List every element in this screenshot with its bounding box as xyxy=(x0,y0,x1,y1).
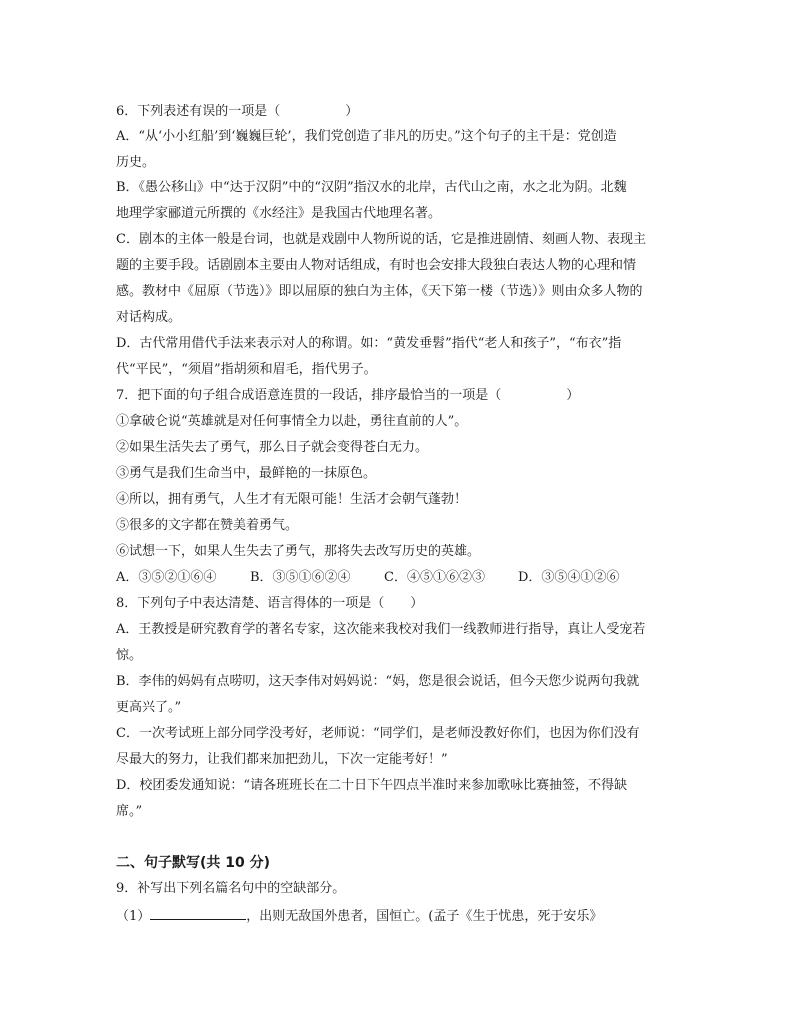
question-7-sentence-6: ⑥试想一下，如果人生失去了勇气，那将失去改写历史的英雄。 xyxy=(116,544,481,559)
question-6-option-c-line-4: 对话构成。 xyxy=(116,310,182,325)
question-6-option-d-line-2: 代“平民”，“须眉”指胡须和眉毛，指代男子。 xyxy=(116,362,377,377)
question-6-option-c-line-2: 题的主要手段。话剧剧本主要由人物对话组成，有时也会安排大段独白表达人物的心理和情 xyxy=(116,258,637,273)
question-8-stem: 8．下列句子中表达清楚、语言得体的一项是（ ） xyxy=(116,596,424,611)
question-9-item-1-text: ，出则无敌国外患者，国恒亡。(孟子《生于忧患，死于安乐》 xyxy=(246,909,603,924)
question-7-sentence-1: ①拿破仑说“英雄就是对任何事情全力以赴，勇往直前的人”。 xyxy=(116,414,468,429)
question-7-sentence-2: ②如果生活失去了勇气，那么日子就会变得苍白无力。 xyxy=(116,440,429,455)
question-6-stem: 6．下列表述有误的一项是（ ） xyxy=(116,104,359,119)
question-8-option-a-line-2: 惊。 xyxy=(116,648,143,663)
question-7-option-b: B．③⑤①⑥②④ xyxy=(250,570,351,585)
question-9-item-1-number: （1） xyxy=(116,909,151,924)
question-6-option-b-line-1: B．《愚公移山》中“达于汉阴”中的“汉阴”指汉水的北岸，古代山之南，水之北为阴。北魏 xyxy=(116,180,627,195)
section-2-heading: 二、句子默写(共 10 分) xyxy=(116,855,271,871)
question-8-option-d-line-2: 席。” xyxy=(116,804,143,819)
question-8-option-b-line-2: 更高兴了。” xyxy=(116,700,182,715)
question-7-sentence-4: ④所以，拥有勇气，人生才有无限可能！生活才会朝气蓬勃！ xyxy=(116,492,468,507)
question-7-stem: 7．把下面的句子组合成语意连贯的一段话，排序最恰当的一项是（ ） xyxy=(116,388,580,403)
question-7-option-c: C．④⑤①⑥②③ xyxy=(384,570,485,585)
question-7-options xyxy=(116,568,696,588)
question-8-option-d-line-1: D．校团委发通知说：“请各班班长在二十日下午四点半准时来参加歌咏比赛抽签，不得缺 xyxy=(116,778,628,793)
question-8-option-c-line-1: C．一次考试班上部分同学没考好，老师说：“同学们，是老师没教好你们，也因为你们没有 xyxy=(116,726,640,741)
question-7-sentence-5: ⑤很多的文字都在赞美着勇气。 xyxy=(116,518,299,533)
question-9-stem: 9．补写出下列名篇名句中的空缺部分。 xyxy=(116,881,346,896)
question-8-option-b-line-1: B．李伟的妈妈有点唠叨，这天李伟对妈妈说：“妈，您是很会说话，但今天您少说两句我就 xyxy=(116,674,640,689)
question-6-option-c-line-3: 感。教材中《屈原（节选）》即以屈原的独白为主体，《天下第一楼（节选）》则由众多人物的 xyxy=(116,284,643,299)
question-9-item-1 xyxy=(116,905,696,927)
question-8-option-a-line-1: A．王教授是研究教育学的著名专家，这次能来我校对我们一线教师进行指导，真让人受宠若 xyxy=(116,622,646,637)
question-6-option-d-line-1: D．古代常用借代手法来表示对人的称谓。如：“黄发垂髫”指代“老人和孩子”，“布衣”指 xyxy=(116,336,622,351)
question-8-option-c-line-2: 尽最大的努力，让我们都来加把劲儿，下次一定能考好！” xyxy=(116,752,448,767)
answer-blank[interactable] xyxy=(150,905,246,920)
question-6-option-a-line-1: A．“从‘小小红船’到‘巍巍巨轮’，我们党创造了非凡的历史。”这个句子的主干是：党创造 xyxy=(116,129,617,144)
question-7-sentence-3: ③勇气是我们生命当中，最鲜艳的一抹原色。 xyxy=(116,466,377,481)
question-6-option-a-line-2: 历史。 xyxy=(116,155,156,170)
question-7-option-a: A．③⑤②①⑥④ xyxy=(116,570,217,585)
question-7-option-d: D．③⑤④①②⑥ xyxy=(518,570,620,585)
question-6-option-b-line-2: 地理学家郦道元所撰的《水经注》是我国古代地理名著。 xyxy=(116,206,442,221)
question-6-option-c-line-1: C．剧本的主体一般是台词，也就是戏剧中人物所说的话，它是推进剧情、刻画人物、表现主 xyxy=(116,232,646,247)
